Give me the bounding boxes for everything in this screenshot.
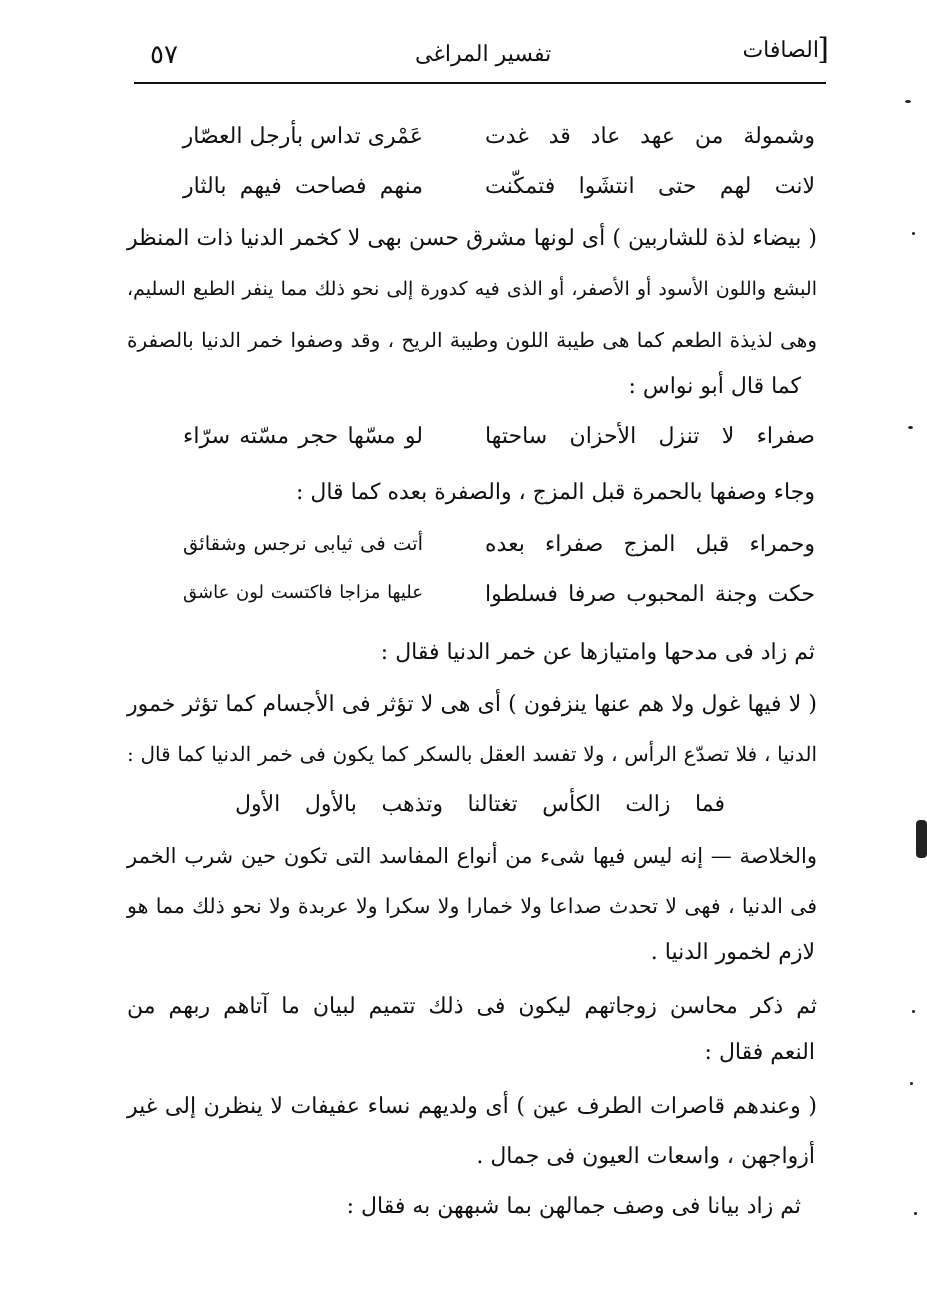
single-verse: فما زالت الكأس تغتالنا وتذهب بالأول الأول bbox=[235, 792, 725, 817]
header-bracket: ] bbox=[817, 32, 829, 67]
verse-hemistich-second: لو مسّها حجر مسّته سرّاء bbox=[183, 424, 423, 449]
page-number: ٥٧ bbox=[150, 40, 178, 70]
prose-line: أزواجهن ، واسعات العيون فى جمال . bbox=[476, 1144, 815, 1169]
verse-hemistich-first: لانت لهم حتى انتشَوا فتمكّنت bbox=[485, 174, 815, 199]
prose-line: البشع واللون الأسود أو الأصفر، أو الذى فيه كدورة إلى نحو ذلك مما ينفر الطبع السليم، bbox=[127, 278, 817, 300]
scan-speck bbox=[905, 100, 911, 103]
prose-line: الدنيا ، فلا تصدّع الرأس ، ولا تفسد العقل بالسكر كما يكون فى خمر الدنيا كما قال : bbox=[127, 742, 817, 766]
verse-hemistich-first: حكت وجنة المحبوب صرفا فسلطوا bbox=[485, 582, 815, 607]
header-rule bbox=[134, 82, 826, 84]
verse-hemistich-second: عليها مزاجا فاكتست لون عاشق bbox=[183, 582, 423, 603]
verse-hemistich-second: أتت فى ثيابى نرجس وشقائق bbox=[183, 532, 423, 555]
scan-speck bbox=[908, 426, 913, 429]
prose-line: ( لا فيها غول ولا هم عنها ينزفون ) أى هى لا تؤثر فى الأجسام كما تؤثر خمور bbox=[127, 692, 817, 717]
prose-line: وجاء وصفها بالحمرة قبل المزج ، والصفرة بعده كما قال : bbox=[295, 480, 815, 505]
prose-line: والخلاصة — إنه ليس فيها شىء من أنواع المفاسد التى تكون حين شرب الخمر bbox=[127, 844, 817, 868]
verse-hemistich-first: وحمراء قبل المزج صفراء بعده bbox=[485, 532, 815, 557]
prose-line: لازم لخمور الدنيا . bbox=[650, 940, 815, 965]
prose-line: ( وعندهم قاصرات الطرف عين ) أى ولديهم نساء عفيفات لا ينظرن إلى غير bbox=[127, 1094, 817, 1119]
verse-hemistich-first: صفراء لا تنزل الأحزان ساحتها bbox=[485, 424, 815, 449]
scan-speck bbox=[916, 820, 927, 858]
prose-line: ثم زاد بيانا فى وصف جمالهن بما شبههن به فقال : bbox=[346, 1194, 801, 1219]
prose-line: كما قال أبو نواس : bbox=[628, 374, 801, 399]
verse-hemistich-second: منهم فصاحت فيهم بالثار bbox=[183, 174, 423, 199]
prose-line: ثم زاد فى مدحها وامتيازها عن خمر الدنيا فقال : bbox=[380, 640, 815, 665]
verse-hemistich-first: وشمولة من عهد عاد قد غدت bbox=[485, 124, 815, 149]
verse-hemistich-second: عَمْرى تداس بأرجل العصّار bbox=[182, 124, 423, 149]
sura-name: الصافات bbox=[742, 38, 819, 63]
prose-line: ثم ذكر محاسن زوجاتهم ليكون فى ذلك تتميم لبيان ما آتاهم ربهم من bbox=[127, 994, 817, 1019]
book-title: تفسير المراغى bbox=[415, 42, 552, 67]
scan-speck bbox=[914, 1212, 917, 1215]
prose-line: النعم فقال : bbox=[704, 1040, 815, 1065]
scan-speck bbox=[912, 232, 915, 235]
prose-line: وهى لذيذة الطعم كما هى طيبة اللون وطيبة الريح ، وقد وصفوا خمر الدنيا بالصفرة bbox=[127, 328, 817, 352]
prose-line: ( بيضاء لذة للشاربين ) أى لونها مشرق حسن بهى لا كخمر الدنيا ذات المنظر bbox=[127, 226, 817, 251]
scan-speck bbox=[910, 1082, 913, 1085]
scan-speck bbox=[912, 1010, 915, 1013]
prose-line: فى الدنيا ، فهى لا تحدث صداعا ولا خمارا ولا سكرا ولا عربدة ولا نحو ذلك مما هو bbox=[127, 894, 817, 918]
